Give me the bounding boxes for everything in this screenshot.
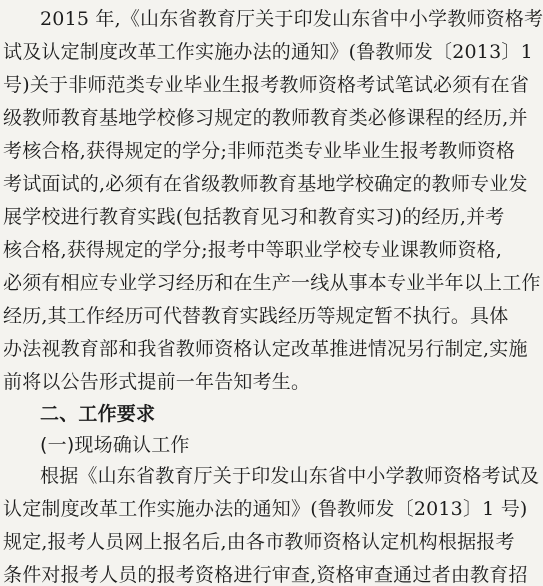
paragraph-1-line-1: 2015 年,《山东省教育厅关于印发山东省中小学教师资格考	[40, 8, 543, 30]
paragraph-1-line-5: 考核合格,获得规定的学分;非师范类专业毕业生报考教师资格	[3, 140, 516, 162]
subsection-heading: (一)现场确认工作	[40, 434, 190, 456]
paragraph-1-line-7: 展学校进行教育实践(包括教育见习和教育实习)的经历,并考	[3, 206, 505, 228]
paragraph-1-line-2: 试及认定制度改革工作实施办法的通知》(鲁教师发〔2013〕1	[3, 41, 533, 63]
paragraph-1-line-11: 办法视教育部和我省教师资格认定改革推进情况另行制定,实施	[3, 338, 528, 360]
paragraph-2-line-1: 根据《山东省教育厅关于印发山东省中小学教师资格考试及	[40, 465, 540, 487]
paragraph-1-line-6: 考试面试的,必须有在省级教师教育基地学校确定的教师专业发	[3, 173, 528, 195]
paragraph-1-line-12: 前将以公告形式提前一年告知考生。	[3, 371, 311, 393]
section-heading: 二、工作要求	[40, 403, 156, 425]
paragraph-2-line-2: 认定制度改革工作实施办法的通知》(鲁教师发〔2013〕1 号)	[3, 498, 528, 520]
paragraph-1-line-10: 经历,其工作经历可代替教育实践经历等规定暂不执行。具体	[3, 305, 509, 327]
paragraph-1-line-8: 核合格,获得规定的学分;报考中等职业学校专业课教师资格,	[3, 239, 503, 261]
paragraph-1-line-9: 必须有相应专业学习经历和在生产一线从事本专业半年以上工作	[3, 272, 541, 294]
paragraph-1-line-3: 号)关于非师范类专业毕业生报考教师资格考试笔试必须有在省	[3, 74, 530, 96]
paragraph-1-line-4: 级教师教育基地学校修习规定的教师教育类必修课程的经历,并	[3, 107, 528, 129]
paragraph-2-line-3: 规定,报考人员网上报名后,由各市教师资格认定机构根据报考	[3, 531, 515, 553]
paragraph-2-line-4: 条件对报考人员的报考资格进行审查,资格审查通过者由教育招	[3, 564, 528, 586]
